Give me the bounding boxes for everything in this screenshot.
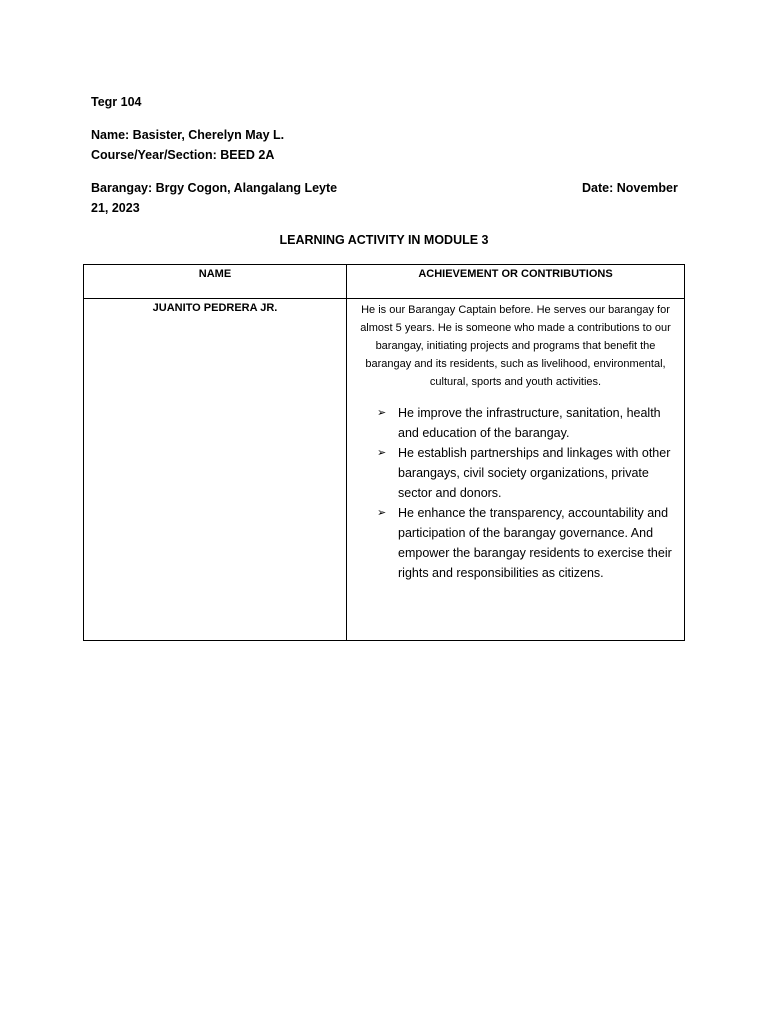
arrow-bullet-icon: ➢ <box>377 407 387 419</box>
header-name: NAME <box>84 265 347 299</box>
person-name: JUANITO PEDRERA JR. <box>84 299 347 641</box>
table-header-row <box>84 265 685 299</box>
date-value: 21, 2023 <box>91 201 140 215</box>
achievement-list <box>353 403 678 583</box>
list-item-text: He enhance the transparency, accountability and participation of the barangay governance. And empower the barangay residents to exercise their rights and responsibilities as citizens. <box>398 506 672 580</box>
achievement-cell <box>347 299 685 641</box>
table-row <box>84 299 685 641</box>
date-label: Date: November <box>582 181 678 195</box>
student-name: Name: Basister, Cherelyn May L. <box>91 128 285 142</box>
course-year-section: Course/Year/Section: BEED 2A <box>91 148 275 162</box>
list-item-text: He improve the infrastructure, sanitation, health and education of the barangay. <box>398 406 661 440</box>
list-item <box>377 443 678 503</box>
list-item <box>377 503 678 583</box>
arrow-bullet-icon: ➢ <box>377 447 387 459</box>
barangay-line: Barangay: Brgy Cogon, Alangalang Leyte <box>91 181 338 195</box>
arrow-bullet-icon: ➢ <box>377 507 387 519</box>
activity-table <box>83 264 685 641</box>
activity-title: LEARNING ACTIVITY IN MODULE 3 <box>279 233 489 247</box>
list-item-text: He establish partnerships and linkages with other barangays, civil society organizations, private sector and donors. <box>398 446 671 500</box>
list-item <box>377 403 678 443</box>
course-code: Tegr 104 <box>91 95 142 109</box>
header-achievement: ACHIEVEMENT OR CONTRIBUTIONS <box>347 265 685 299</box>
achievement-description: He is our Barangay Captain before. He serves our barangay for almost 5 years. He is someone who made a contributions to our barangay, initiating projects and programs that benefit the barangay and its residents, such as livelihood, environmental, cultural, sports and youth activities. <box>360 304 671 388</box>
